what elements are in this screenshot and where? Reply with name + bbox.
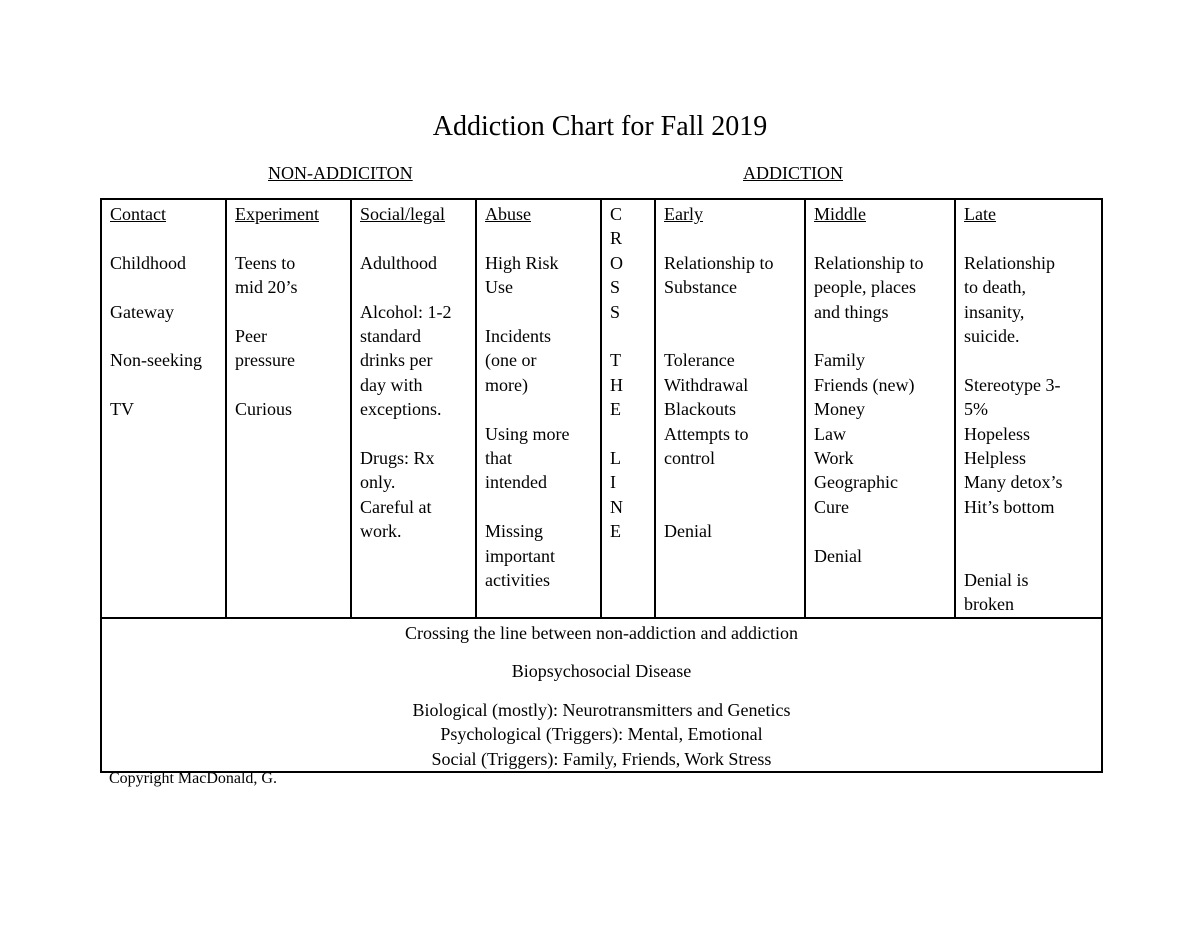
column-text-line: [360, 226, 475, 250]
column-text-line: [964, 348, 1101, 372]
column-text-line: insanity,: [964, 301, 1025, 322]
column-text-line: Money: [814, 399, 865, 420]
column-text-line: Curious: [235, 399, 293, 420]
column-text-line: [814, 324, 954, 348]
column-text-line: L: [610, 448, 621, 469]
summary-cell: [101, 618, 1102, 773]
summary-social-line: Social (Triggers): Family, Friends, Work Stress: [431, 748, 772, 769]
column-text-line: Childhood: [110, 252, 187, 273]
column-text-line: TV: [110, 399, 134, 420]
column-text-line: [235, 226, 350, 250]
summary-psychological-line: Psychological (Triggers): Mental, Emotional: [440, 724, 763, 745]
column-text-line: mid 20’s: [235, 277, 298, 298]
column-text-line: and things: [814, 301, 889, 322]
column-header: Social/legal: [360, 204, 445, 224]
column-text-line: standard: [360, 326, 421, 346]
column-text-line: [610, 422, 654, 446]
column-header: Experiment: [235, 204, 319, 224]
column-text-line: T: [610, 350, 621, 371]
column-text-line: Withdrawal: [664, 374, 749, 395]
column-text-line: Tolerance: [664, 350, 735, 371]
column-middle: [805, 199, 955, 618]
column-text-line: important: [485, 545, 555, 566]
column-text-line: Blackouts: [664, 399, 736, 420]
column-text-line: E: [610, 399, 621, 420]
column-text-line: [110, 275, 225, 299]
column-text-line: [664, 324, 804, 348]
column-header: Late: [964, 204, 996, 224]
column-text-line: Helpless: [964, 448, 1026, 469]
addiction-table: [100, 198, 1103, 773]
chart-title: Addiction Chart for Fall 2019: [432, 111, 768, 142]
column-text-line: Missing: [485, 521, 544, 542]
column-text-line: Denial: [664, 521, 712, 542]
column-text-line: [485, 226, 600, 250]
copyright-note: Copyright MacDonald, G.: [109, 770, 277, 787]
column-text-line: S: [610, 277, 621, 298]
column-text-line: broken: [964, 594, 1014, 615]
column-early: [655, 199, 805, 618]
column-text-line: intended: [485, 472, 547, 493]
column-text-line: Teens to: [235, 252, 296, 273]
stages-row: [101, 199, 1102, 618]
column-text-line: Careful at: [360, 496, 432, 517]
column-text-line: Attempts to: [664, 423, 749, 444]
column-text-line: Hopeless: [964, 423, 1030, 444]
column-text-line: [360, 275, 475, 299]
column-text-line: [664, 495, 804, 519]
column-text-line: Gateway: [110, 301, 174, 322]
column-abuse: [476, 199, 601, 618]
column-text-line: N: [610, 496, 623, 517]
column-contact: [101, 199, 226, 618]
column-text-line: to death,: [964, 277, 1026, 298]
non-addiction-heading: NON-ADDICITON: [268, 163, 413, 183]
column-text-line: [664, 226, 804, 250]
column-text-line: [235, 373, 350, 397]
column-text-line: [664, 300, 804, 324]
column-text-line: that: [485, 448, 512, 469]
column-header: Abuse: [485, 204, 531, 224]
column-text-line: 5%: [964, 399, 988, 420]
column-text-line: [485, 300, 600, 324]
column-text-line: Denial is: [964, 570, 1029, 591]
column-text-line: Work: [814, 448, 854, 469]
column-text-line: control: [664, 448, 715, 469]
column-text-line: [964, 519, 1101, 543]
column-cross-the-line: [601, 199, 655, 618]
column-text-line: [964, 544, 1101, 568]
column-text-line: Non-seeking: [110, 350, 202, 371]
column-text-line: drinks per: [360, 350, 433, 371]
column-header: Contact: [110, 204, 166, 224]
column-text-line: only.: [360, 472, 396, 493]
column-text-line: Stereotype 3-: [964, 374, 1061, 395]
column-text-line: R: [610, 228, 623, 249]
column-text-line: [610, 324, 654, 348]
column-text-line: exceptions.: [360, 399, 442, 420]
summary-disease-line: Biopsychosocial Disease: [511, 661, 692, 682]
column-late: [955, 199, 1102, 618]
column-text-line: [235, 300, 350, 324]
column-text-line: Cure: [814, 496, 849, 517]
column-text-line: [485, 495, 600, 519]
column-text-line: Denial: [814, 545, 862, 566]
column-text-line: [964, 226, 1101, 250]
column-text-line: Family: [814, 350, 866, 371]
column-text-line: (one or: [485, 350, 537, 371]
column-text-line: [485, 397, 600, 421]
column-text-line: S: [610, 301, 621, 322]
column-text-line: Adulthood: [360, 252, 438, 273]
column-text-line: I: [610, 472, 616, 493]
column-text-line: activities: [485, 570, 550, 591]
column-text-line: more): [485, 374, 528, 395]
column-header: Middle: [814, 204, 866, 224]
column-text-line: [110, 373, 225, 397]
column-text-line: Use: [485, 277, 513, 298]
column-text-line: Relationship: [964, 252, 1055, 273]
column-text-line: H: [610, 374, 623, 395]
column-text-line: Relationship to: [664, 252, 774, 273]
column-text-line: C: [610, 204, 623, 224]
column-text-line: Peer: [235, 326, 267, 346]
column-text-line: Alcohol: 1-2: [360, 301, 452, 322]
column-text-line: Incidents: [485, 326, 551, 346]
column-text-line: Hit’s bottom: [964, 496, 1055, 517]
addiction-heading: ADDICTION: [743, 163, 843, 183]
column-text-line: High Risk: [485, 252, 559, 273]
column-text-line: [110, 324, 225, 348]
summary-biological-line: Biological (mostly): Neurotransmitters and Genetics: [412, 699, 791, 720]
column-header: Early: [664, 204, 703, 224]
column-text-line: Geographic: [814, 472, 898, 493]
column-text-line: O: [610, 252, 623, 273]
column-experiment: [226, 199, 351, 618]
column-text-line: Relationship to: [814, 252, 924, 273]
column-text-line: [814, 226, 954, 250]
column-text-line: Law: [814, 423, 846, 444]
column-text-line: Substance: [664, 277, 737, 298]
column-text-line: Drugs: Rx: [360, 448, 435, 469]
column-text-line: E: [610, 521, 621, 542]
column-text-line: [814, 519, 954, 543]
column-social-legal: [351, 199, 476, 618]
column-text-line: people, places: [814, 277, 916, 298]
column-text-line: pressure: [235, 350, 295, 371]
column-text-line: Using more: [485, 423, 570, 444]
summary-crossing-line: Crossing the line between non-addiction and addiction: [405, 622, 798, 643]
column-text-line: work.: [360, 521, 402, 542]
column-text-line: [360, 422, 475, 446]
column-text-line: Friends (new): [814, 374, 915, 395]
column-text-line: [110, 226, 225, 250]
column-text-line: day with: [360, 374, 423, 395]
column-text-line: suicide.: [964, 326, 1020, 347]
column-text-line: [664, 470, 804, 494]
column-text-line: Many detox’s: [964, 472, 1063, 493]
